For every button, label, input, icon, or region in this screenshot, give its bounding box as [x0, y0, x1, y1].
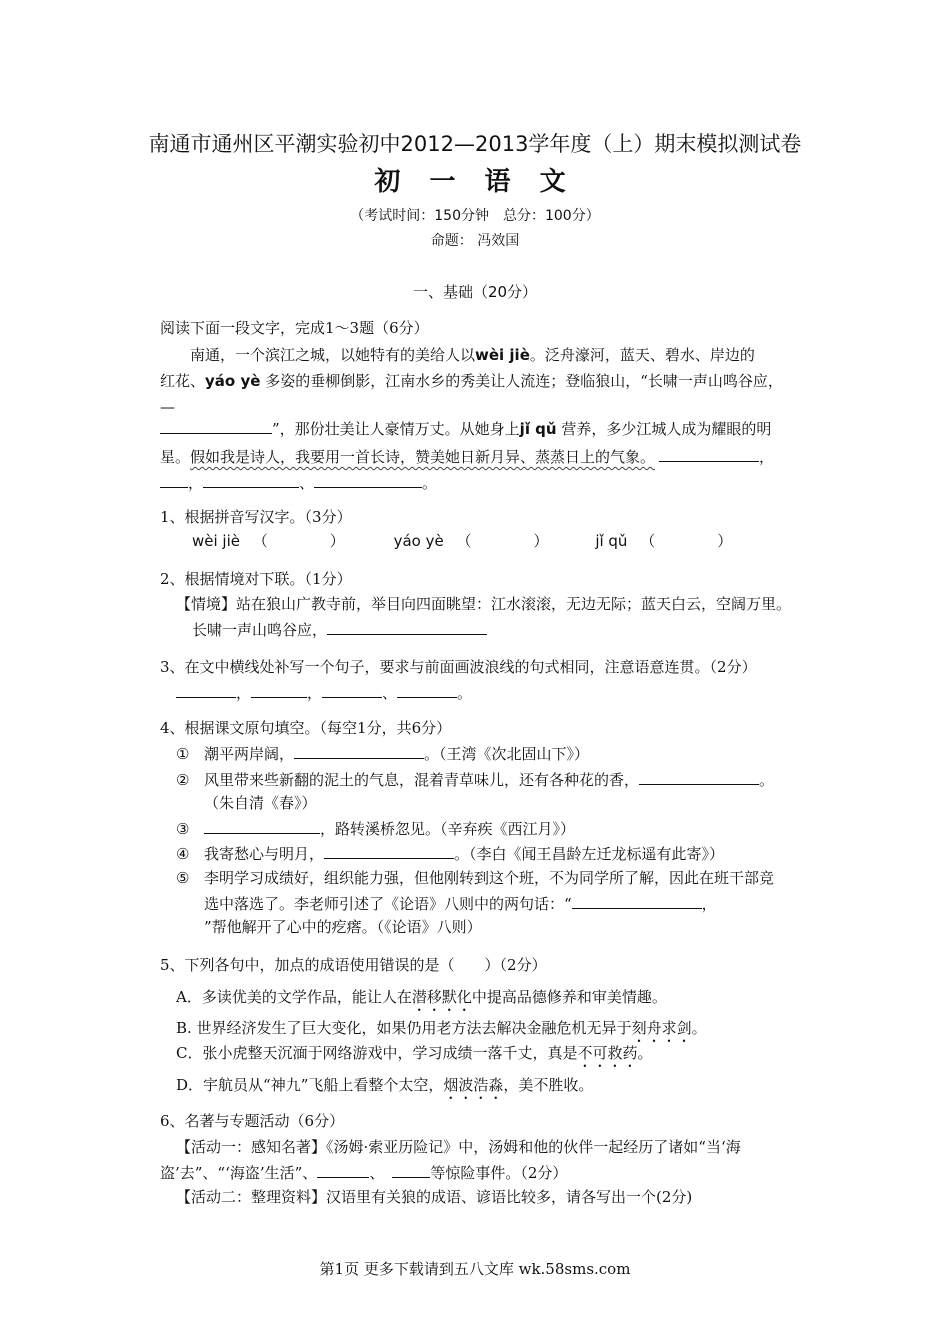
passage-line-1: [190, 345, 755, 365]
q4-text: ，: [701, 895, 717, 913]
q5-option-a[interactable]: [176, 987, 667, 1015]
q3-sep: 、: [382, 684, 398, 702]
answer-blank[interactable]: [251, 682, 307, 698]
answer-blank[interactable]: [392, 1162, 430, 1178]
pinyin-jiqu: jǐ qǔ: [519, 420, 557, 438]
q4-item-5: [176, 868, 774, 888]
q4-item-3: [176, 818, 575, 839]
answer-blank[interactable]: [572, 893, 702, 909]
question-4: 4、根据课文原句填空。（每空1分，共6分）: [160, 719, 452, 737]
q4-num: ③: [176, 820, 190, 838]
q6-text: 等惊险事件。（2分）: [430, 1164, 568, 1182]
dotted-idiom: 不可救药: [577, 1044, 638, 1062]
answer-blank[interactable]: [397, 682, 457, 698]
q4-item-2: [176, 769, 774, 790]
answer-blank[interactable]: [176, 682, 236, 698]
passage-text: 。泛舟濠河，蓝天、碧水、岸边的: [529, 346, 755, 364]
option-text: D．宇航员从“神九”飞船上看整个太空，: [176, 1076, 444, 1094]
pinyin-yaoye: yáo yè: [205, 372, 261, 390]
passage-line-5: [160, 446, 774, 467]
q2-couplet: 长啸一声山鸣谷应，: [192, 621, 328, 639]
q4-item-4: [176, 843, 724, 864]
q1-paren: ）: [717, 532, 733, 550]
q5-option-d[interactable]: [176, 1075, 593, 1103]
q1-pinyin-1: wèi jiè: [192, 532, 240, 550]
q3-sep: 。: [457, 684, 473, 702]
dotted-idiom: 烟波浩淼: [443, 1076, 504, 1094]
option-text: 。: [637, 1044, 653, 1062]
q3-sep: ，: [236, 684, 252, 702]
passage-text: 、: [299, 474, 315, 492]
q4-num: ⑤: [176, 869, 190, 887]
q4-num: ④: [176, 845, 190, 863]
answer-blank[interactable]: [204, 818, 320, 834]
answer-blank[interactable]: [639, 769, 759, 785]
passage-text: ”，那份壮美让人豪情万丈。从她身上: [272, 420, 520, 438]
q6-activity-1-line-2: [160, 1162, 567, 1183]
answer-blank[interactable]: [294, 743, 424, 759]
answer-blank[interactable]: [317, 1162, 369, 1178]
q4-text: 潮平两岸阔，: [204, 745, 295, 763]
q4-text: 李明学习成绩好，组织能力强，但他刚转到这个班，不为同学所了解，因此在班干部竞: [204, 869, 775, 887]
question-6: 6、名著与专题活动（6分）: [160, 1112, 345, 1130]
q1-paren: ）: [329, 532, 345, 550]
answer-blank[interactable]: [203, 472, 299, 488]
reading-intro: 阅读下面一段文字，完成1～3题（6分）: [160, 319, 429, 337]
passage-text: 多姿的垂柳倒影，江南水乡的秀美让人流连；登临狼山，“长啸一声山鸣谷应，: [265, 372, 783, 390]
answer-blank[interactable]: [160, 418, 272, 434]
q1-paren: （: [640, 532, 656, 550]
option-text: B. 世界经济发生了巨大变化，如果仍用老方法去解决金融危机无异于: [176, 1019, 632, 1037]
q4-text: 风里带来些新翻的泥土的气息，混着青草味儿，还有各种花的香，: [204, 771, 640, 789]
answer-blank[interactable]: [324, 843, 454, 859]
question-5: 5、下列各句中，加点的成语使用错误的是（ ）（2分）: [160, 956, 547, 974]
passage-dash: —: [160, 398, 175, 416]
q2-scenario: 【情境】站在狼山广教寺前，举目向四面眺望：江水滚滚，无边无际；蓝天白云，空阔万里。: [176, 595, 792, 613]
q4-num: ②: [176, 771, 190, 789]
passage-text: 营养，多少江城人成为耀眼的明: [561, 420, 772, 438]
option-text: C．张小虎整天沉湎于网络游戏中，学习成绩一落千丈，真是: [176, 1044, 578, 1062]
dotted-idiom: 刻舟求剑: [631, 1019, 692, 1037]
q3-blanks: [176, 682, 472, 703]
exam-author: 命题： 冯效国: [430, 233, 520, 249]
q5-option-b[interactable]: [176, 1018, 707, 1046]
subject-title: 初 一 语 文: [374, 167, 576, 197]
question-3: 3、在文中横线处补写一个句子，要求与前面画波浪线的句式相同，注意语意连贯。（2分）: [160, 658, 757, 676]
answer-blank[interactable]: [314, 472, 422, 488]
q3-sep: ，: [307, 684, 323, 702]
q4-item-5-line-3: ”帮他解开了心中的疙瘩。（《论语》八则）: [204, 918, 482, 936]
exam-info: （考试时间：150分钟 总分：100分）: [350, 208, 600, 224]
q6-text: 盗’去”、“‘海盗’生活”、: [160, 1164, 318, 1182]
passage-text: ，: [759, 448, 775, 466]
question-2: 2、根据情境对下联。（1分）: [160, 570, 352, 588]
q4-text: ，路转溪桥忽见。（辛弃疾《西江月》）: [320, 820, 576, 838]
q1-paren: ）: [533, 532, 549, 550]
passage-line-6: [160, 472, 437, 493]
q6-activity-1: 【活动一：感知名著】《汤姆·索亚历险记》中，汤姆和他的伙伴一起经历了诸如“当‘海: [176, 1138, 741, 1156]
option-text: 。: [691, 1019, 707, 1037]
q4-text: 选中落选了。李老师引述了《论语》八则中的两句话：“: [204, 895, 572, 913]
passage-line-2: [160, 371, 783, 391]
q4-num: ①: [176, 745, 190, 763]
option-text: 中提高品德修养和审美情趣。: [471, 988, 667, 1006]
wavy-sentence: 假如我是诗人，我要用一首长诗，赞美她日新月异、蒸蒸日上的气象。: [190, 448, 656, 466]
q2-couplet-line: [192, 619, 487, 640]
q4-text: 。（王湾《次北固山下》）: [424, 745, 590, 763]
passage-text: ，: [188, 474, 204, 492]
exam-title: 南通市通州区平潮实验初中2012—2013学年度（上）期末模拟测试卷: [148, 132, 802, 156]
q5-option-c[interactable]: [176, 1043, 653, 1071]
passage-line-4: [160, 418, 771, 439]
q1-items: [192, 531, 732, 551]
q1-paren: （: [252, 532, 268, 550]
dotted-idiom: 潜移默化: [411, 988, 472, 1006]
answer-blank[interactable]: [322, 682, 382, 698]
passage-text: 红花、: [160, 372, 206, 390]
answer-blank[interactable]: [659, 446, 759, 462]
passage-text: 南通，一个滨江之城，以她特有的美给人以: [190, 346, 476, 364]
question-1: 1、根据拼音写汉字。（3分）: [160, 508, 352, 526]
passage-text: 星。: [160, 448, 191, 466]
answer-blank[interactable]: [327, 619, 487, 635]
q6-text: 、: [369, 1164, 385, 1182]
q1-pinyin-3: jǐ qǔ: [595, 532, 628, 550]
q6-activity-2: 【活动二：整理资料】汉语里有关狼的成语、谚语比较多，请各写出一个(2分): [176, 1188, 693, 1206]
pinyin-weijie: wèi jiè: [475, 346, 530, 364]
option-text: A．多读优美的文学作品，能让人在: [176, 988, 412, 1006]
section-heading: 一、基础（20分）: [412, 283, 538, 301]
q4-item-1: [176, 743, 589, 764]
q4-item-2-source: （朱自清《春》）: [204, 794, 317, 812]
q1-paren: （: [456, 532, 472, 550]
q1-pinyin-2: yáo yè: [393, 532, 444, 550]
option-text: ，美不胜收。: [503, 1076, 594, 1094]
q4-item-5-line-2: [204, 893, 717, 914]
q4-text: 我寄愁心与明月，: [204, 845, 325, 863]
passage-text: 。: [422, 474, 438, 492]
q4-text: 。（李白《闻王昌龄左迁龙标遥有此寄》）: [454, 845, 725, 863]
page-footer: 第1页 更多下载请到五八文库 wk.58sms.com: [319, 1260, 631, 1278]
answer-blank[interactable]: [160, 472, 188, 488]
q4-text: 。: [759, 771, 775, 789]
